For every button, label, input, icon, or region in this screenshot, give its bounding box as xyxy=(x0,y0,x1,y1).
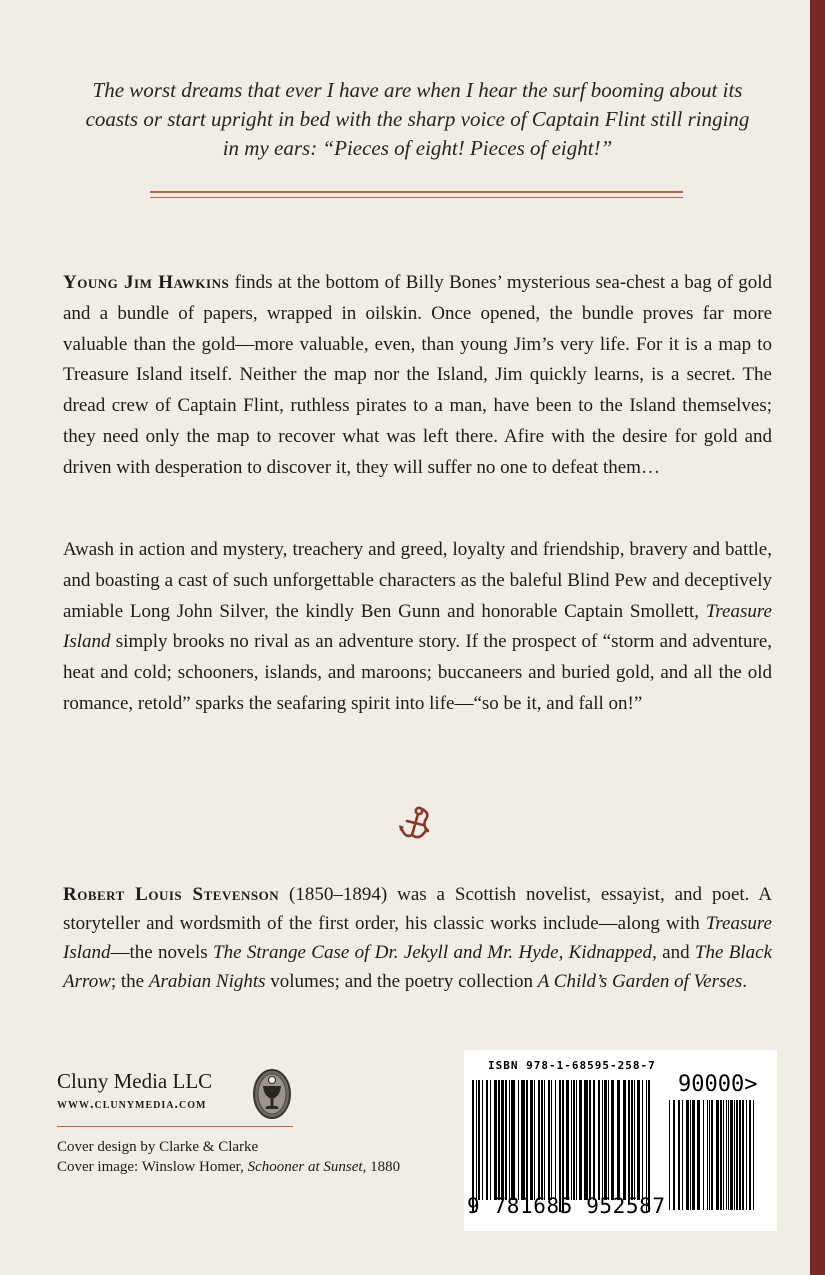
publisher-name: Cluny Media LLC xyxy=(57,1069,213,1093)
barcode-bar xyxy=(646,1080,647,1212)
anchor-icon xyxy=(395,803,435,843)
barcode-bar xyxy=(584,1080,588,1200)
barcode-bar xyxy=(566,1080,569,1200)
barcode-bar xyxy=(730,1100,733,1210)
barcode-bar xyxy=(548,1080,550,1200)
barcode-bar xyxy=(589,1080,591,1200)
barcode-bar xyxy=(709,1100,710,1210)
barcode-bar xyxy=(692,1100,695,1210)
barcode-bar xyxy=(739,1100,741,1210)
blurb-paragraph-1-text: finds at the bottom of Billy Bones’ mysterious sea-chest a bag of gold and a bundle of papers, wrapped in oilskin. Once opened, the bundle proves far more valuable than the gold—more valuable, even, than young Jim’s very life. For it is a map to Treasure Island itself. Neither the map nor the Island, Jim quickly learns, is a secret. The dread crew of Captain Flint, ruthless pirates to a man, have been to the Island themselves; they need only the map to recover what was left there. Afire with the desire for gold and driven with desperation to discover it, they will suffer no one to defeat them… xyxy=(63,272,772,478)
bio-work-black-arrow: The Black Arrow xyxy=(63,942,773,992)
bio-text-3: , xyxy=(558,942,569,963)
barcode-bar xyxy=(573,1080,575,1200)
bio-work-arabian-nights: Arabian Nights xyxy=(148,971,266,992)
barcode-bar xyxy=(511,1080,515,1200)
barcode-bar xyxy=(505,1080,507,1200)
barcode-digits: 9 781685 952587 xyxy=(467,1194,666,1218)
barcode-bar xyxy=(576,1080,577,1200)
barcode-bar xyxy=(538,1080,540,1200)
bio-text-2: —the novels xyxy=(110,942,213,963)
blurb-book-title: Treasure Island xyxy=(63,600,772,653)
barcode-bar xyxy=(509,1080,510,1200)
author-bio xyxy=(63,880,772,996)
credit-cover-design: Cover design by Clarke & Clarke xyxy=(57,1139,259,1155)
barcode-bar xyxy=(682,1100,683,1210)
barcode-bar xyxy=(686,1100,689,1210)
barcode-bar xyxy=(498,1080,500,1200)
publisher-url[interactable]: www.clunymedia.com xyxy=(57,1097,207,1112)
barcode-bar xyxy=(734,1100,735,1210)
barcode-bar xyxy=(623,1080,626,1200)
barcode-bar xyxy=(521,1080,525,1200)
bio-work-kidnapped: Kidnapped xyxy=(568,942,653,963)
chalice-seal-icon xyxy=(252,1068,292,1120)
barcode-panel xyxy=(464,1050,777,1231)
barcode-bar xyxy=(541,1080,543,1200)
barcode-bar xyxy=(530,1080,533,1200)
barcode-bar xyxy=(604,1080,607,1200)
barcode-bar xyxy=(642,1080,643,1200)
credit-image-prefix: Cover image: Winslow Homer, xyxy=(57,1159,248,1175)
barcode-bar xyxy=(726,1100,727,1210)
barcode-bar xyxy=(742,1100,744,1210)
barcode-bar xyxy=(753,1100,754,1210)
barcode-bar xyxy=(559,1080,561,1212)
blurb-lead-in: Young Jim Hawkins xyxy=(63,272,230,293)
barcode-bar xyxy=(628,1080,630,1200)
bio-text-1: (1850–1894) was a Scottish novelist, essayist, and poet. A storyteller and wordsmith of the first order, his classic works include—along with xyxy=(63,884,772,934)
credit-cover-image xyxy=(57,1157,400,1177)
blurb-paragraph-1 xyxy=(63,268,772,484)
cover-credits xyxy=(57,1137,400,1177)
barcode-bar xyxy=(736,1100,738,1210)
blurb-paragraph-2-text-a: Awash in action and mystery, treachery and greed, loyalty and friendship, bravery and battle, and boasting a cast of such unforgettable characters as the baleful Blind Pew and deceptively amiable Long John Silver, the kindly Ben Gunn and honorable Captain Smollett, xyxy=(63,539,772,622)
barcode-bar xyxy=(746,1100,747,1210)
epigraph-divider-thin xyxy=(150,197,683,198)
credit-image-suffix: , 1880 xyxy=(362,1159,401,1175)
price-code: 90000> xyxy=(678,1072,758,1097)
spine-color-band xyxy=(810,0,825,1275)
barcode-bar xyxy=(637,1080,640,1200)
epigraph-divider-thick xyxy=(150,191,683,193)
author-name: Robert Louis Stevenson xyxy=(63,884,280,905)
barcode-bar xyxy=(571,1080,572,1200)
barcode-bar xyxy=(486,1080,488,1200)
barcode-bar xyxy=(617,1080,620,1200)
barcode-bar xyxy=(634,1080,635,1200)
barcode-bar xyxy=(716,1100,719,1210)
barcode-bar xyxy=(490,1080,491,1200)
publisher-divider xyxy=(57,1126,293,1127)
bio-text-7: . xyxy=(742,971,747,992)
barcode-bar xyxy=(593,1080,595,1200)
blurb-paragraph-2 xyxy=(63,535,772,720)
barcode-bar xyxy=(648,1080,650,1212)
bio-text-6: volumes; and the poetry collection xyxy=(265,971,538,992)
barcode-bar xyxy=(678,1100,680,1210)
isbn-label: ISBN 978-1-68595-258-7 xyxy=(488,1059,656,1072)
barcode-bar xyxy=(555,1080,556,1200)
bio-work-jekyll-hyde: The Strange Case of Dr. Jekyll and Mr. Hyde xyxy=(213,942,559,963)
barcode-bar xyxy=(551,1080,552,1200)
barcode-bar xyxy=(526,1080,528,1200)
barcode-bar xyxy=(579,1080,582,1200)
barcode-bar xyxy=(602,1080,603,1200)
epigraph-quote: The worst dreams that ever I have are when I hear the surf booming about its coasts or start upright in bed with the sharp voice of Captain Flint still ringing in my ears: “Pieces of eight! Pieces of eight!” xyxy=(85,78,750,160)
barcode-bar xyxy=(669,1100,670,1210)
credit-image-title: Schooner at Sunset xyxy=(247,1159,363,1175)
bio-text-5: ; the xyxy=(110,971,149,992)
barcode-bar xyxy=(472,1080,474,1212)
barcode-bar xyxy=(534,1080,535,1200)
barcode-bar xyxy=(608,1080,609,1200)
barcode-bar xyxy=(598,1080,600,1200)
barcode-bar xyxy=(631,1080,633,1200)
barcode-bar xyxy=(707,1100,708,1210)
barcode-bar xyxy=(518,1080,519,1200)
barcode-bar xyxy=(478,1080,480,1200)
barcode-bar xyxy=(728,1100,729,1210)
barcode-bar xyxy=(673,1100,675,1210)
barcode-bar xyxy=(611,1080,614,1200)
barcode-bar xyxy=(720,1100,722,1210)
barcode-bar xyxy=(544,1080,545,1200)
barcode-bar xyxy=(749,1100,751,1210)
barcode-bar xyxy=(482,1080,483,1200)
bio-work-treasure-island: Treasure Island xyxy=(63,913,772,963)
barcode-bar xyxy=(723,1100,724,1210)
barcode-bar xyxy=(494,1080,497,1200)
barcode-bar xyxy=(697,1100,700,1210)
barcode-bar xyxy=(562,1080,564,1212)
blurb-paragraph-2-text-b: simply brooks no rival as an adventure story. If the prospect of “storm and adventure, heat and cold; schooners, islands, and maroons; buccaneers and buried gold, and all the old romance, retold” sparks the seafaring spirit into life—“so be it, and fall on!” xyxy=(63,631,772,714)
barcode-bar xyxy=(711,1100,713,1210)
barcode-bar xyxy=(476,1080,477,1212)
barcode-bar xyxy=(703,1100,704,1210)
bio-text-4: , and xyxy=(652,942,695,963)
bio-work-childs-garden: A Child’s Garden of Verses xyxy=(537,971,743,992)
barcode-bar xyxy=(690,1100,691,1210)
barcode-bar xyxy=(501,1080,504,1200)
